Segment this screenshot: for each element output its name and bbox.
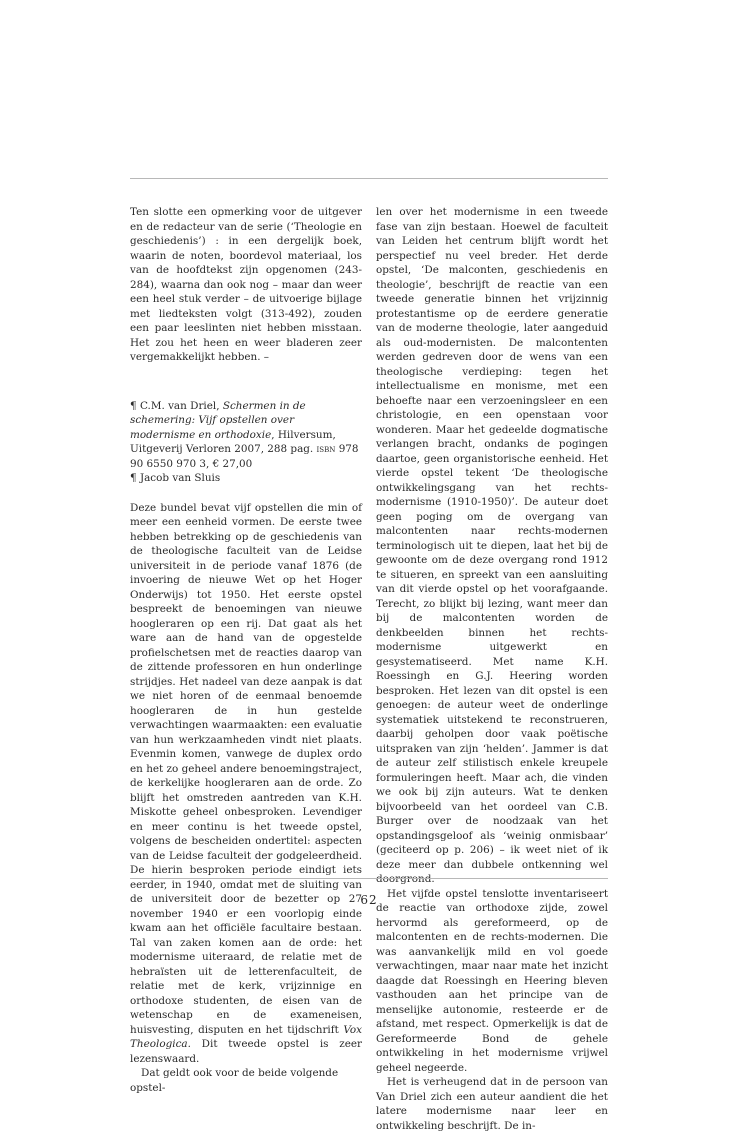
book-author: C.M. van Driel, xyxy=(139,399,223,412)
top-rule xyxy=(130,178,608,179)
book-details: , Hilversum, Uitgeverij Verloren 2007, 288 pag. xyxy=(130,428,336,455)
right-column xyxy=(376,205,608,1133)
review-header xyxy=(130,399,362,486)
body-paragraph-4: Het is verheugend dat in de persoon van Van Driel zich een auteur aandient die het latere modernisme naar leer en ontwikkeling beschrijft. De in- xyxy=(376,1076,608,1132)
journal-title: Vox Theologica xyxy=(130,1023,362,1050)
page-number: 62 xyxy=(360,893,378,907)
book-title: Schermen in de schemering: Vijf opstellen over modernisme en orthodoxie xyxy=(130,399,306,441)
body-paragraph-2-continued: len over het modernisme in een tweede fase van zijn bestaan. Hoewel de faculteit van Leiden het centrum blijft wordt het perspectief nu veel breder. Het derde opstel, ‘De malconten, geschiedenis en theologie’, beschrijft de reactie van een tweede generatie binnen het vrijzinnig protestantisme op de eerdere generatie van de moderne theologie, later aangeduid als oud-modernisten. De malcontenten werden gedreven door de wens van een theologische verdieping: tegen het intellectualisme en monisme, met een behoefte naar een verzoeningsleer en een christologie, en een openstaan voor wonderen. Maar het gedeelde dogmatische verlangen bracht, ondanks de pogingen daartoe, geen organistorische eenheid. Het vierde opstel tekent ‘De theologische ontwikkelingsgang van het rechts-modernisme (1910-1950)’. De auteur doet geen poging om de overgang van malcontenten naar rechts-modernen terminologisch uit te diepen, laat het bij de gewoonte om de deze overgang rond 1912 te situeren, en spreekt van een aansluiting van dit vierde opstel op het voorafgaande. Terecht, zo blijkt bij lezing, want meer dan bij de malcontenten worden de denkbeelden binnen het rechts-modernisme uitgewerkt en gesystematiseerd. Met name K.H. Roessingh en G.J. Heering worden besproken. Het lezen van dit opstel is een genoegen: de auteur weet de onderlinge systematiek uitstekend te reconstrueren, daarbij geholpen door vaak poëtische uitspraken van zijn ‘helden’. Jammer is dat de auteur zelf stilistisch enkele kreupele formuleringen heeft. Maar ach, die vinden we ook bij zijn auteurs. Wat te denken bijvoorbeeld van het oordeel van C.B. Burger over de noodzaak van het opstandingsgeloof als ‘weinig onmisbaar’ (geciteerd op p. 206) – ik weet niet of ik deze meer dan dubbele ontkenning wel doorgrond. xyxy=(376,206,608,885)
body-paragraph-1 xyxy=(130,501,362,1067)
pilcrow: ¶ xyxy=(130,399,137,412)
book-isbn-price: 978 90 6550 970 3, € 27,00 xyxy=(130,443,359,470)
body-paragraph-2-start: Dat geldt ook voor de beide volgende opstel- xyxy=(130,1067,339,1094)
body-paragraph-3: Het vijfde opstel tenslotte inventariseert de reactie van orthodoxe zijde, zowel hervormd als gereformeerd, op de malcontenten en de rechts-modernen. Die was aanvankelijk mild en vol goede verwachtingen, maar naar mate het inzicht daagde dat Roessingh en Heering bleven vasthouden aan het principe van de menselijke autonomie, resteerde er de afstand, met respect. Opmerkelijk is dat de Gereformeerde Bond de gehele ontwikkeling in het modernisme vrijwel geheel negeerde. xyxy=(376,887,608,1074)
reviewer-name: Jacob van Sluis xyxy=(139,472,221,484)
closing-remark-paragraph: Ten slotte een opmerking voor de uitgever en de redacteur van de serie (‘Theologie en geschiedenis’) : in een dergelijk boek, waarin de noten, boordevol materiaal, los van de hoofdtekst zijn opgenomen (243-284), waarna dan ook nog – maar dan weer een heel stuk verder – de uitvoerige bijlage met liedteksten volgt (313-492), zouden een paar leeslinten niet hebben misstaan. Het zou het heen en weer bladeren zeer vergemakkelijkt hebben. – xyxy=(130,206,362,363)
isbn-label: isbn xyxy=(316,443,336,455)
reviewer-pilcrow: ¶ xyxy=(130,472,137,484)
paragraph-text: . Dit tweede opstel is zeer lezenswaard. xyxy=(130,1038,362,1065)
bottom-rule xyxy=(130,878,608,879)
paragraph-text: Deze bundel bevat vijf opstellen die min of meer een eenheid vormen. De eerste twee hebben betrekking op de geschiedenis van de theologische faculteit van de Leidse universiteit in de periode vanaf 1876 (de invoering de nieuwe Wet op het Hoger Onderwijs) tot 1950. Het eerste opstel bespreekt de benoemingen van nieuwe hoogleraren op een rij. Dat gaat als het ware aan de hand van de opgestelde profielschetsen met de reacties daarop van de zittende professoren en hun onderlinge strijdjes. Het nadeel van deze aanpak is dat we niet horen of de eenmaal benoemde hoogleraren de in hun gestelde verwachtingen waarmaakten: een evaluatie van hun werkzaamheden vindt niet plaats. Evenmin komen, vanwege de duplex ordo en het zo geheel andere benoemingstraject, de kerkelijke hoogleraren aan de orde. Zo blijft het omstreden aantreden van K.H. Miskotte geheel onbesproken. Levendiger en meer continu is het tweede opstel, volgens de bescheiden ondertitel: aspecten van de Leidse faculteit der godgeleerdheid. De hierin besproken periode eindigt iets eerder, in 1940, omdat met de sluiting van de universiteit door de bezetter op 27 november 1940 er een voorlopig einde kwam aan het officiële facultaire bestaan. Tal van zaken komen aan de orde: het modernisme uiteraard, de relatie met de hebraïsten uit de letterenfaculteit, de relatie met de kerk, vrijzinnige en orthodoxe studenten, de eisen van de wetenschap en de exameneisen, huisvesting, disputen en het tijdschrift xyxy=(130,501,362,1036)
left-column xyxy=(130,205,362,1095)
